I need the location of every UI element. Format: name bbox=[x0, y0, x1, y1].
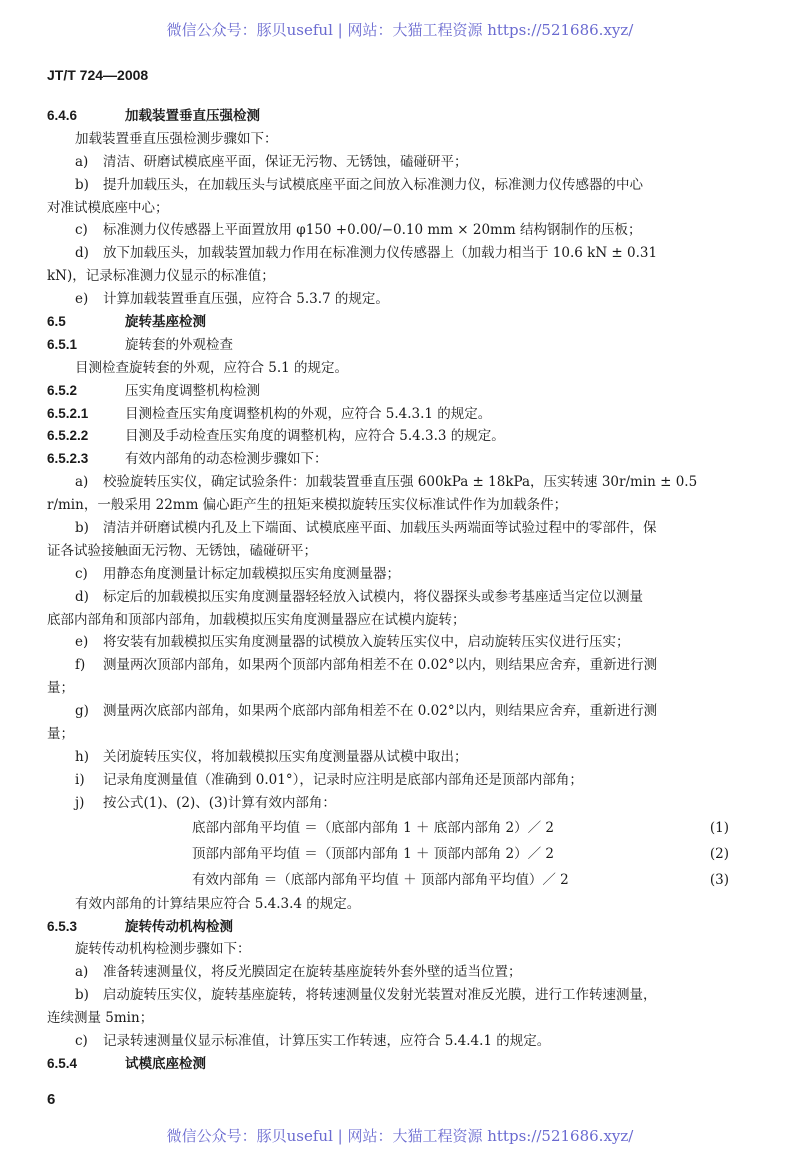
list-item bbox=[47, 471, 759, 494]
section-heading bbox=[47, 105, 759, 128]
item-marker: g) bbox=[75, 703, 89, 720]
section-heading bbox=[47, 448, 759, 471]
formula-text: 底部内部角平均值 ＝（底部内部角 1 ＋ 底部内部角 2）／ 2 bbox=[192, 819, 555, 836]
section-heading bbox=[47, 1053, 759, 1076]
equation-number: (1) bbox=[709, 819, 729, 836]
section-number: 6.5.2.1 bbox=[47, 405, 89, 421]
section-number: 6.5.2 bbox=[47, 382, 78, 398]
list-item bbox=[47, 631, 759, 654]
section-heading bbox=[47, 380, 759, 403]
item-text: 测量两次底部内部角，如果两个底部内部角相差不在 0.02°以内，则结果应舍弃，重新进行测 bbox=[103, 703, 658, 720]
item-marker: e) bbox=[75, 634, 89, 651]
section-title: 加载装置垂直压强检测 bbox=[125, 108, 260, 124]
item-text: 按公式(1)、(2)、(3)计算有效内部角： bbox=[103, 794, 336, 811]
item-text: 放下加载压头，加载装置加载力作用在标准测力仪传感器上（加载力相当于 10.6 kN ± 0.31 bbox=[103, 245, 658, 262]
section-title: 旋转套的外观检查 bbox=[125, 336, 233, 353]
list-item bbox=[47, 288, 759, 311]
formula-1 bbox=[47, 815, 759, 841]
watermark-header: 微信公众号：豚贝useful | 网站：大猫工程资源 https://521686.xyz/ bbox=[166, 21, 634, 39]
item-text: 标准测力仪传感器上平面置放用 φ150 +0.00/−0.10 mm × 20mm 结构钢制作的压板； bbox=[103, 222, 642, 239]
item-marker: j) bbox=[75, 794, 85, 811]
item-marker: f) bbox=[75, 657, 86, 674]
section-number: 6.5.1 bbox=[47, 336, 78, 352]
section-text: 目测及手动检查压实角度的调整机构，应符合 5.4.3.3 的规定。 bbox=[125, 428, 505, 445]
list-item bbox=[47, 563, 759, 586]
item-text: 关闭旋转压实仪，将加载模拟压实角度测量器从试模中取出； bbox=[103, 748, 468, 765]
list-item bbox=[47, 586, 759, 609]
section-title: 旋转传动机构检测 bbox=[125, 918, 233, 935]
section-number: 6.5.2.2 bbox=[47, 428, 89, 444]
list-item bbox=[47, 517, 759, 540]
paragraph-line: 加载装置垂直压强检测步骤如下： bbox=[75, 130, 278, 147]
standard-number: JT/T 724—2008 bbox=[47, 67, 149, 83]
equation-number: (2) bbox=[709, 845, 729, 862]
item-marker: b) bbox=[75, 520, 89, 537]
section-number: 6.5.4 bbox=[47, 1055, 78, 1071]
list-item bbox=[47, 792, 759, 815]
item-text: 校验旋转压实仪，确定试验条件：加载装置垂直压强 600kPa ± 18kPa，压实转速 30r/min ± 0.5 bbox=[103, 474, 698, 491]
paragraph-line: 量； bbox=[47, 726, 74, 743]
list-item bbox=[47, 151, 759, 174]
section-text: 目测检查压实角度调整机构的外观，应符合 5.4.3.1 的规定。 bbox=[125, 405, 492, 422]
section-heading bbox=[47, 916, 759, 939]
document-body bbox=[47, 105, 759, 1076]
item-text: 准备转速测量仪，将反光膜固定在旋转基座旋转外套外壁的适当位置； bbox=[103, 964, 522, 981]
list-item bbox=[47, 219, 759, 242]
item-marker: c) bbox=[75, 565, 88, 582]
item-text: 记录角度测量值（准确到 0.01°），记录时应注明是底部内部角还是顶部内部角； bbox=[103, 771, 583, 788]
list-item bbox=[47, 174, 759, 197]
item-text: 计算加载装置垂直压强，应符合 5.3.7 的规定。 bbox=[103, 291, 389, 308]
paragraph-line: 对准试模底座中心； bbox=[47, 199, 169, 216]
item-text: 将安装有加载模拟压实角度测量器的试模放入旋转压实仪中，启动旋转压实仪进行压实； bbox=[103, 634, 630, 651]
list-item bbox=[47, 746, 759, 769]
section-heading bbox=[47, 425, 759, 448]
section-title: 压实角度调整机构检测 bbox=[125, 382, 260, 399]
section-number: 6.5.2.3 bbox=[47, 451, 89, 467]
paragraph-line: 证各试验接触面无污物、无锈蚀，磕碰研平； bbox=[47, 542, 317, 559]
list-item bbox=[47, 1030, 759, 1053]
paragraph-line: 底部内部角和顶部内部角，加载模拟压实角度测量器应在试模内旋转； bbox=[47, 611, 466, 628]
formula-text: 顶部内部角平均值 ＝（顶部内部角 1 ＋ 顶部内部角 2）／ 2 bbox=[192, 845, 555, 862]
formula-3 bbox=[47, 867, 759, 893]
list-item bbox=[47, 961, 759, 984]
section-number: 6.4.6 bbox=[47, 108, 78, 123]
item-marker: h) bbox=[75, 748, 89, 765]
section-heading bbox=[47, 403, 759, 426]
item-marker: a) bbox=[75, 153, 89, 170]
section-title: 试模底座检测 bbox=[125, 1055, 206, 1072]
item-text: 清洁、研磨试模底座平面，保证无污物、无锈蚀，磕碰研平； bbox=[103, 153, 468, 170]
formula-text: 有效内部角 ＝（底部内部角平均值 ＋ 顶部内部角平均值）／ 2 bbox=[192, 871, 569, 888]
list-item bbox=[47, 769, 759, 792]
item-text: 测量两次顶部内部角，如果两个顶部内部角相差不在 0.02°以内，则结果应舍弃，重新进行测 bbox=[103, 657, 658, 674]
item-marker: d) bbox=[75, 245, 89, 262]
section-title: 旋转基座检测 bbox=[125, 314, 206, 331]
item-marker: b) bbox=[75, 987, 89, 1004]
section-heading bbox=[47, 311, 759, 334]
watermark-footer: 微信公众号：豚贝useful | 网站：大猫工程资源 https://521686.xyz/ bbox=[166, 1127, 634, 1145]
paragraph-line: kN)，记录标准测力仪显示的标准值； bbox=[47, 268, 275, 285]
item-text: 清洁并研磨试模内孔及上下端面、试模底座平面、加载压头两端面等试验过程中的零部件，保 bbox=[103, 520, 657, 537]
item-text: 记录转速测量仪显示标准值，计算压实工作转速，应符合 5.4.4.1 的规定。 bbox=[103, 1032, 551, 1049]
item-marker: d) bbox=[75, 588, 89, 605]
item-text: 启动旋转压实仪，旋转基座旋转，将转速测量仪发射光装置对准反光膜，进行工作转速测量， bbox=[103, 987, 657, 1004]
item-marker: i) bbox=[75, 771, 85, 788]
item-marker: a) bbox=[75, 474, 89, 491]
paragraph-line: 有效内部角的计算结果应符合 5.4.3.4 的规定。 bbox=[75, 895, 361, 912]
paragraph-line: 连续测量 5min； bbox=[47, 1010, 154, 1027]
list-item bbox=[47, 984, 759, 1007]
page-number: 6 bbox=[47, 1091, 56, 1108]
item-marker: c) bbox=[75, 1032, 88, 1049]
item-marker: c) bbox=[75, 222, 88, 239]
item-text: 用静态角度测量计标定加载模拟压实角度测量器； bbox=[103, 565, 400, 582]
item-marker: e) bbox=[75, 291, 89, 308]
formula-2 bbox=[47, 841, 759, 867]
list-item bbox=[47, 700, 759, 723]
item-text: 标定后的加载模拟压实角度测量器轻轻放入试模内，将仪器探头或参考基座适当定位以测量 bbox=[103, 588, 643, 605]
section-number: 6.5.3 bbox=[47, 918, 78, 934]
equation-number: (3) bbox=[709, 871, 729, 888]
item-marker: a) bbox=[75, 964, 89, 981]
paragraph-line: 旋转传动机构检测步骤如下： bbox=[75, 941, 251, 958]
section-number: 6.5 bbox=[47, 314, 66, 330]
section-text: 有效内部角的动态检测步骤如下： bbox=[125, 451, 328, 468]
item-text: 提升加载压头，在加载压头与试模底座平面之间放入标准测力仪，标准测力仪传感器的中心 bbox=[103, 176, 643, 193]
paragraph-line: r/min，一般采用 22mm 偏心距产生的扭矩来模拟旋转压实仪标准试件作为加载条件； bbox=[47, 497, 568, 514]
paragraph-line: 量； bbox=[47, 680, 74, 697]
list-item bbox=[47, 242, 759, 265]
list-item bbox=[47, 654, 759, 677]
paragraph-line: 目测检查旋转套的外观，应符合 5.1 的规定。 bbox=[75, 359, 349, 376]
item-marker: b) bbox=[75, 176, 89, 193]
section-heading bbox=[47, 334, 759, 357]
